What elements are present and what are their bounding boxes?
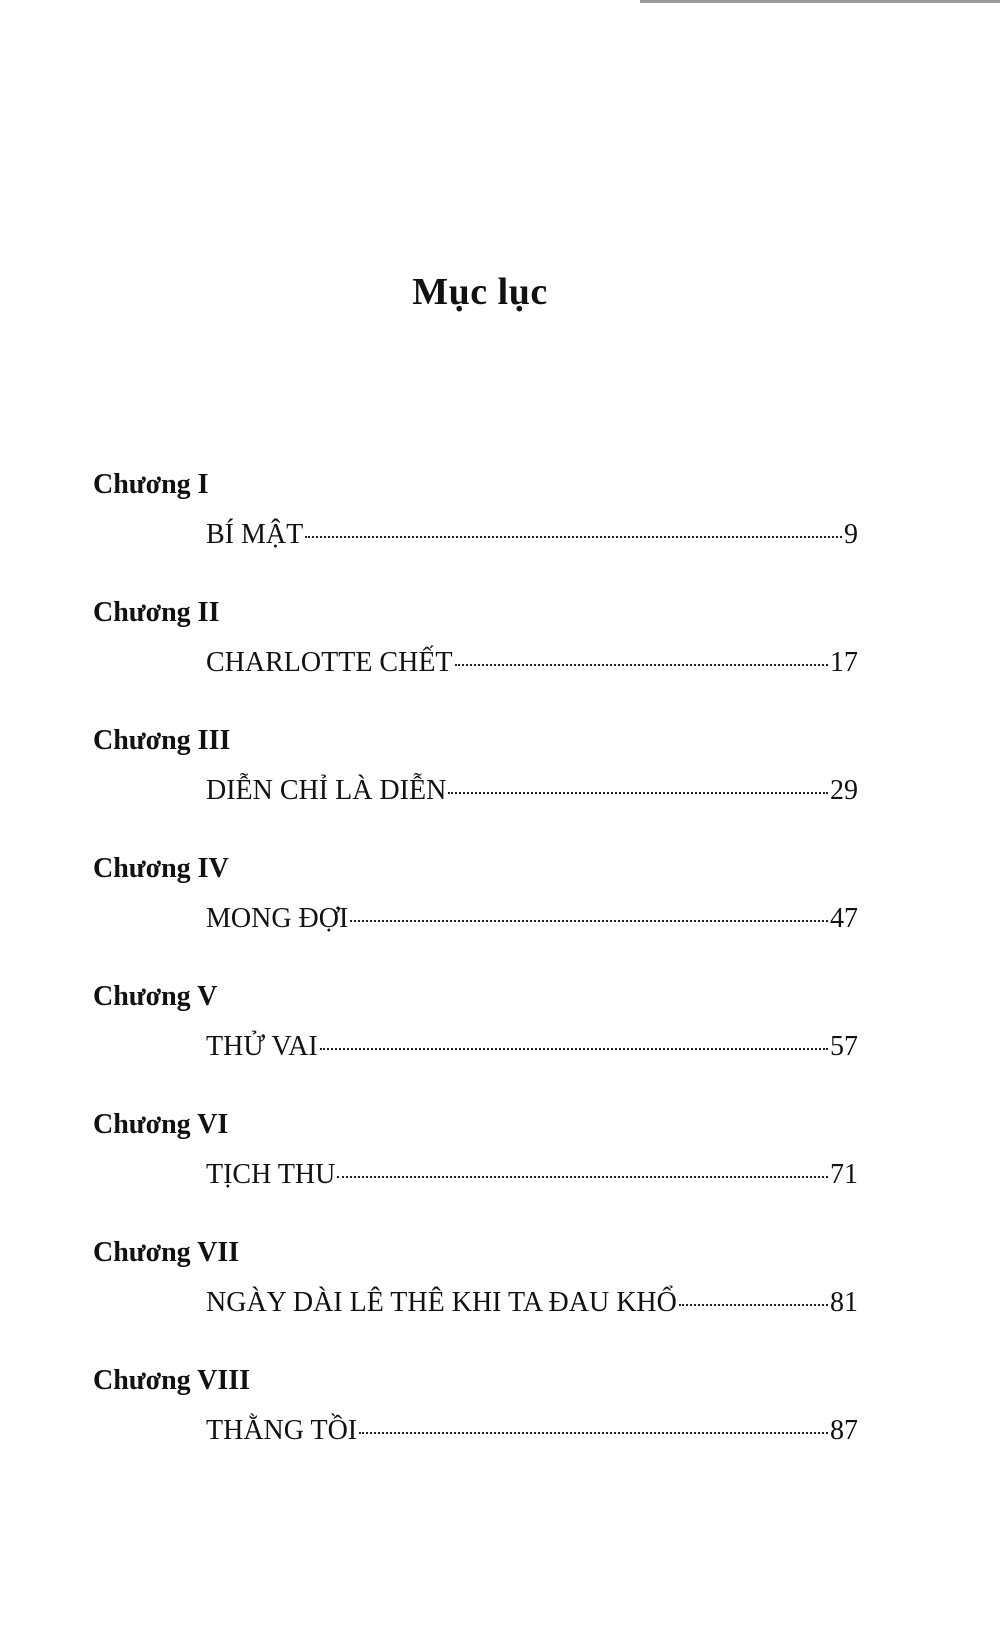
toc-entry (206, 771, 858, 811)
entry-title: MONG ĐỢI (206, 903, 349, 934)
chapter-label: Chương V (93, 981, 218, 1012)
toc-entry (206, 1283, 858, 1323)
chapter-label: Chương II (93, 597, 220, 628)
toc-entry (206, 1027, 858, 1067)
toc-chapter-2 (93, 593, 858, 721)
toc-chapter-1 (93, 465, 858, 593)
toc-entry (206, 899, 858, 939)
page-number: 9 (844, 519, 858, 550)
toc-entry (206, 515, 858, 555)
entry-title: BÍ MẬT (206, 519, 304, 550)
page-number: 29 (830, 775, 858, 806)
page-number: 87 (830, 1415, 858, 1446)
chapter-label: Chương VIII (93, 1365, 251, 1396)
page-number: 71 (830, 1159, 858, 1190)
entry-title: CHARLOTTE CHẾT (206, 647, 453, 678)
toc-chapter-7 (93, 1233, 858, 1361)
dot-leader (448, 792, 828, 794)
toc-chapter-6 (93, 1105, 858, 1233)
dot-leader (305, 536, 842, 538)
toc-chapter-5 (93, 977, 858, 1105)
entry-title: DIỄN CHỈ LÀ DIỄN (206, 775, 447, 806)
dot-leader (320, 1048, 828, 1050)
chapter-label: Chương VII (93, 1237, 240, 1268)
toc-chapter-8 (93, 1361, 858, 1489)
dot-leader (455, 664, 828, 666)
toc-entry (206, 1155, 858, 1195)
toc-entry (206, 643, 858, 683)
dot-leader (679, 1304, 828, 1306)
entry-title: TỊCH THU (206, 1159, 336, 1190)
page-number: 81 (830, 1287, 858, 1318)
toc-entry (206, 1411, 858, 1451)
table-of-contents (93, 465, 858, 1489)
chapter-label: Chương IV (93, 853, 229, 884)
chapter-label: Chương I (93, 469, 209, 500)
page-number: 17 (830, 647, 858, 678)
entry-title: THỬ VAI (206, 1031, 318, 1062)
page-number: 47 (830, 903, 858, 934)
chapter-label: Chương III (93, 725, 231, 756)
toc-chapter-4 (93, 849, 858, 977)
chapter-label: Chương VI (93, 1109, 229, 1140)
dot-leader (350, 920, 828, 922)
dot-leader (359, 1432, 828, 1434)
entry-title: NGÀY DÀI LÊ THÊ KHI TA ĐAU KHỔ (206, 1287, 677, 1318)
page-title: Mục lục (412, 271, 548, 313)
dot-leader (337, 1176, 828, 1178)
toc-chapter-3 (93, 721, 858, 849)
page-number: 57 (830, 1031, 858, 1062)
top-edge-rule (640, 0, 1000, 3)
entry-title: THẰNG TỒI (206, 1415, 358, 1446)
